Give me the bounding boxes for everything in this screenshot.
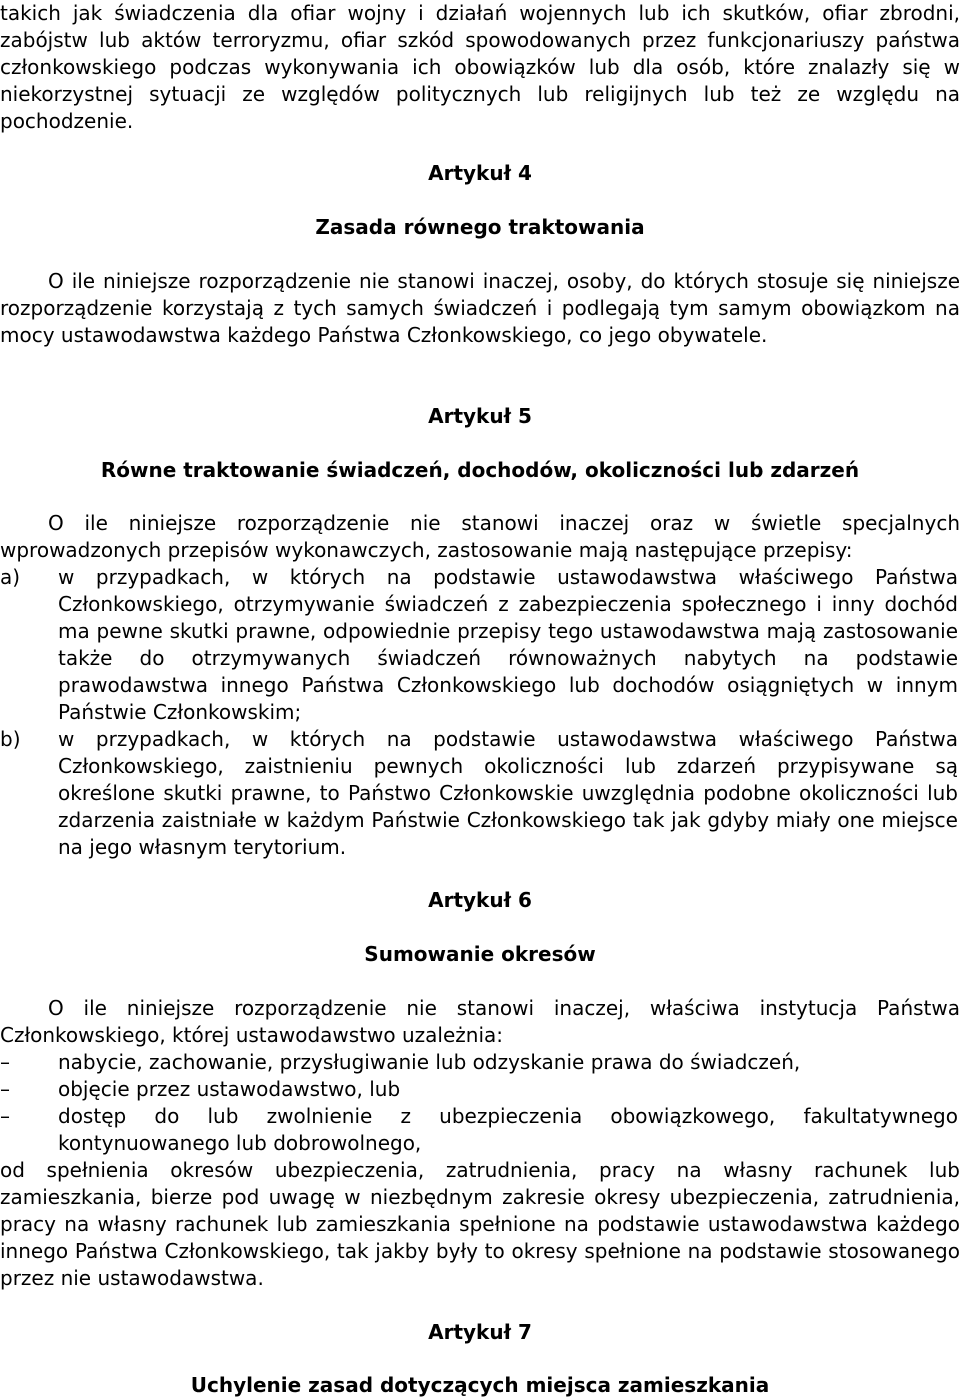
article-7-number: Artykuł 7	[428, 1320, 532, 1344]
article-5-lead: O ile niniejsze rozporządzenie nie stanowi inaczej oraz w świetle specjalnych wprowadzonych przepisów wykonawczych, zastosowanie mają następujące przepisy:	[0, 511, 960, 562]
item-text: w przypadkach, w których na podstawie ustawodawstwa właściwego Państwa Członkowskiego, otrzymywanie świadczeń z zabezpieczenia społecznego i inny dochód ma pewne skutki prawne, odpowiednie przepisy tego ustawodawstwa mają zastosowanie także do otrzymywanych świadczeń równoważnych nabytych na podstawie prawodawstwa innego Państwa Członkowskiego lub dochodów osiągniętych w innym Państwie Członkowskim;	[58, 565, 958, 724]
article-4-body: O ile niniejsze rozporządzenie nie stanowi inaczej, osoby, do których stosuje się niniejsze rozporządzenie korzystają z tych samych świadczeń i podlegają tym samym obowiązkom na mocy ustawodawstwa każdego Państwa Członkowskiego, co jego obywatele.	[0, 269, 960, 347]
article-6-item-2	[0, 1076, 960, 1103]
intro-paragraph: takich jak świadczenia dla ofiar wojny i działań wojennych lub ich skutków, ofiar zbrodni, zabójstw lub aktów terroryzmu, ofiar szkód spowodowanych przez funkcjonariuszy państwa członkowskiego podczas wykonywania ich obowiązków lub dla osób, które znalazły się w niekorzystnej sytuacji ze względów politycznych lub religijnych lub też ze względu na pochodzenie.	[0, 1, 960, 133]
article-7-title: Uchylenie zasad dotyczących miejsca zamieszkania	[190, 1373, 770, 1397]
item-text: dostęp do lub zwolnienie z ubezpieczenia obowiązkowego, fakultatywnego kontynuowanego lub dobrowolnego,	[58, 1104, 958, 1155]
article-4-number: Artykuł 4	[428, 161, 532, 185]
item-marker: a)	[0, 565, 21, 589]
item-marker: –	[0, 1050, 10, 1074]
article-6-item-3	[0, 1103, 960, 1157]
article-6-item-1	[0, 1049, 960, 1076]
item-text: nabycie, zachowanie, przysługiwanie lub odzyskanie prawa do świadczeń,	[58, 1050, 801, 1074]
article-6-title: Sumowanie okresów	[364, 942, 596, 966]
article-5-title: Równe traktowanie świadczeń, dochodów, okoliczności lub zdarzeń	[100, 458, 860, 482]
item-marker: b)	[0, 727, 21, 751]
article-5-number: Artykuł 5	[428, 404, 532, 428]
article-4-title: Zasada równego traktowania	[315, 215, 645, 239]
item-text: objęcie przez ustawodawstwo, lub	[58, 1077, 401, 1101]
item-marker: –	[0, 1077, 10, 1101]
article-6-lead: O ile niniejsze rozporządzenie nie stanowi inaczej, właściwa instytucja Państwa Członkowskiego, której ustawodawstwo uzależnia:	[0, 996, 960, 1047]
article-6-closing: od spełnienia okresów ubezpieczenia, zatrudnienia, pracy na własny rachunek lub zamieszkania, bierze pod uwagę w niezbędnym zakresie okresy ubezpieczenia, zatrudnienia, pracy na własny rachunek lub zamieszkania spełnione na podstawie ustawodawstwa każdego innego Państwa Członkowskiego, tak jakby były to okresy spełnione na podstawie stosowanego przez nie ustawodawstwa.	[0, 1158, 960, 1290]
item-text: w przypadkach, w których na podstawie ustawodawstwa właściwego Państwa Członkowskiego, zaistnieniu pewnych okoliczności lub zdarzeń przypisywane są określone skutki prawne, to Państwo Członkowskie uwzględnia podobne okoliczności lub zdarzenia zaistniałe w każdym Państwie Członkowskiego tak jak gdyby miały one miejsce na jego własnym terytorium.	[58, 727, 958, 859]
article-5-item-b	[0, 726, 960, 861]
article-5-item-a	[0, 564, 960, 726]
article-6-number: Artykuł 6	[428, 888, 532, 912]
item-marker: –	[0, 1104, 10, 1128]
